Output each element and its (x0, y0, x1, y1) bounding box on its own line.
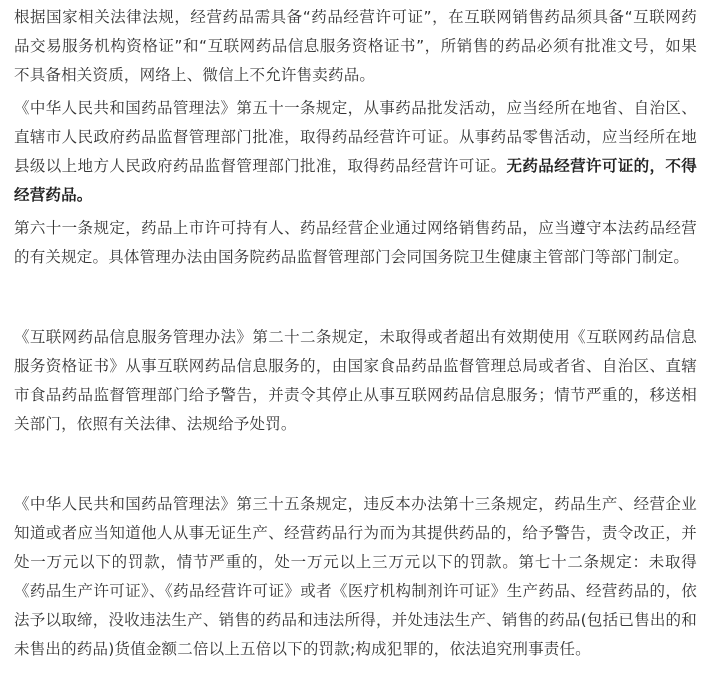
article-51-emphasis: 无药品经营许可证的，不得经营药品。 (14, 157, 697, 204)
paragraph-license-requirements: 根据国家相关法律法规，经营药品需具备“药品经营许可证”，在互联网销售药品须具备“互联网药品交易服务机构资格证”和“互联网药品信息服务资格证书”，所销售的药品必须有批准文号，如果不具备相关资质，网络上、微信上不允许售卖药品。 (14, 8, 697, 84)
paragraph-internet-info-measures: 《互联网药品信息服务管理办法》第二十二条规定，未取得或者超出有效期使用《互联网药品信息服务资格证书》从事互联网药品信息服务的，由国家食品药品监督管理总局或者省、自治区、直辖市食品药品监督管理部门给予警告，并责令其停止从事互联网药品信息服务；情节严重的，移送相关部门，依照有关法律、法规给予处罚。 (14, 328, 697, 433)
article-51-text: 《中华人民共和国药品管理法》第五十一条规定，从事药品批发活动，应当经所在地省、自治区、直辖市人民政府药品监督管理部门批准，取得药品经营许可证。从事药品零售活动，应当经所在地县级以上地方人民政府药品监督管理部门批准，取得药品经营许可证。 (14, 99, 697, 175)
paragraph-penalties: 《中华人民共和国药品管理法》第三十五条规定，违反本办法第十三条规定，药品生产、经营企业知道或者应当知道他人从事无证生产、经营药品行为而为其提供药品的，给予警告，责令改正，并处一万元以下的罚款，情节严重的，处一万元以上三万元以下的罚款。第七十二条规定：未取得《药品生产许可证》、《药品经营许可证》或者《医疗机构制剂许可证》生产药品、经营药品的，依法予以取缔，没收违法生产、销售的药品和违法所得，并处违法生产、销售的药品(包括已售出的和未售出的药品)货值金额二倍以上五倍以下的罚款;构成犯罪的，依法追究刑事责任。 (14, 495, 697, 658)
paragraph-article-61: 第六十一条规定，药品上市许可持有人、药品经营企业通过网络销售药品，应当遵守本法药品经营的有关规定。具体管理办法由国务院药品监督管理部门会同国务院卫生健康主管部门等部门制定。 (14, 219, 697, 266)
paragraph-article-51 (14, 94, 697, 210)
